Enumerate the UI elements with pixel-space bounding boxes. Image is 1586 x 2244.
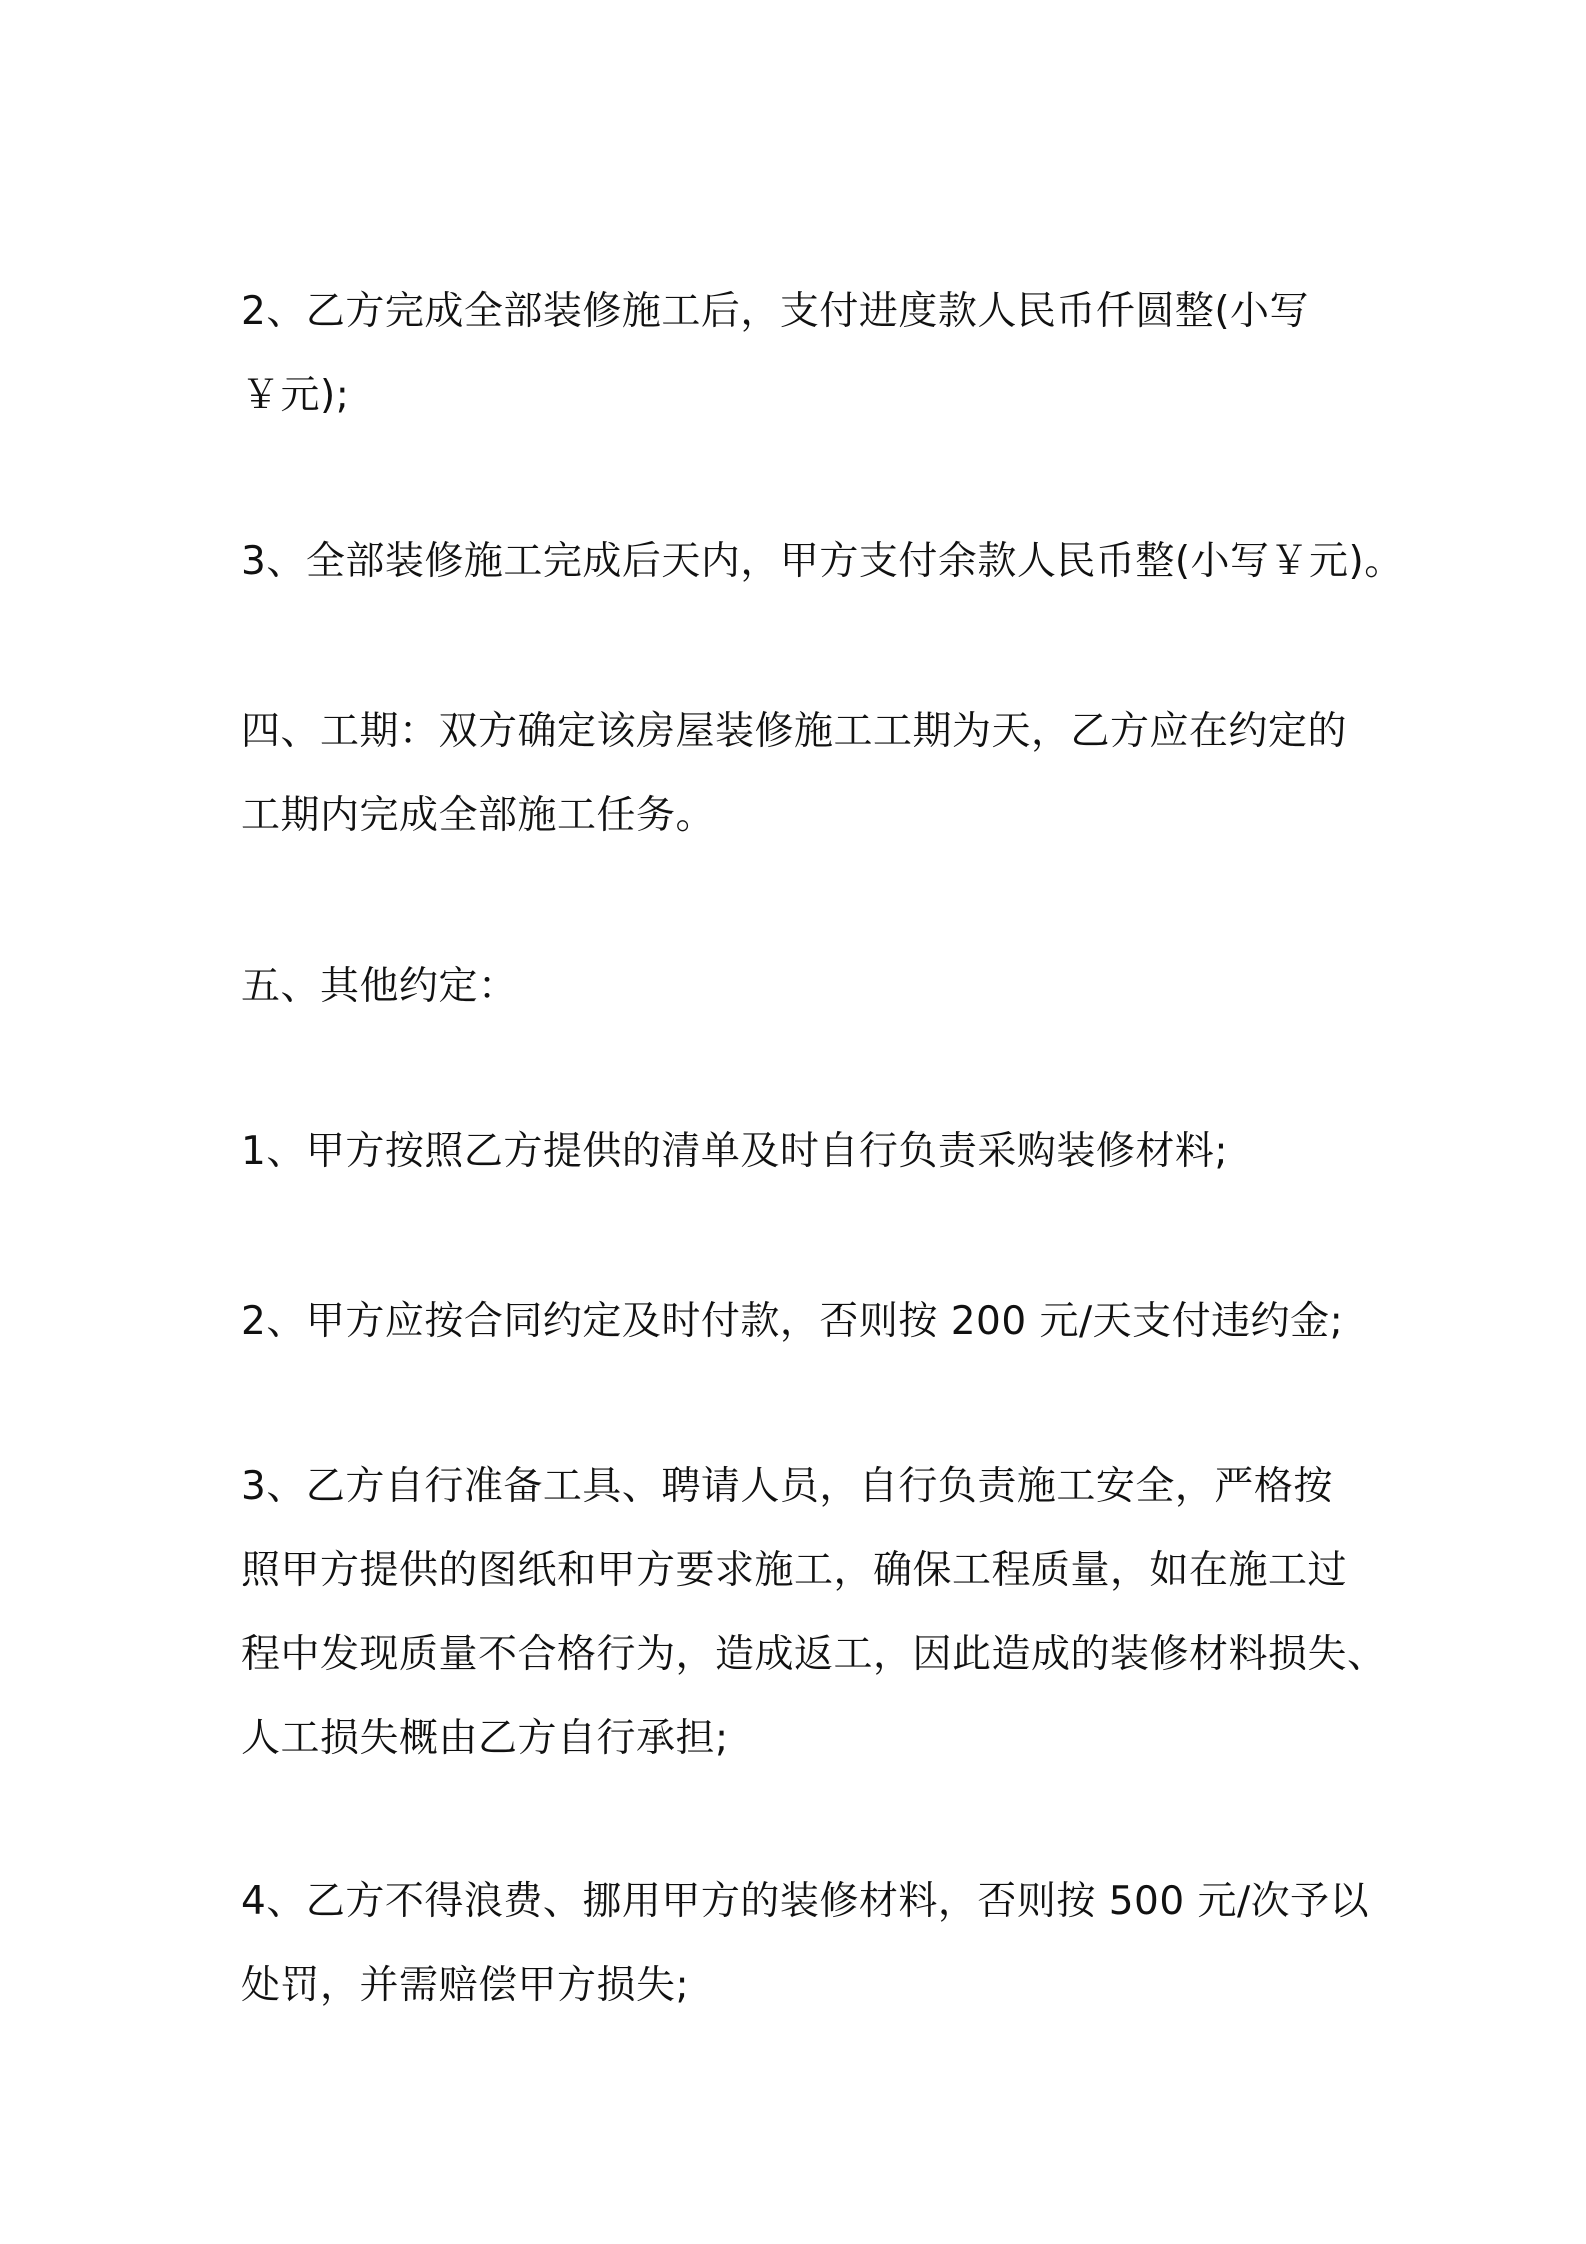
text-line: 工期内完成全部施工任务。 [241,793,716,838]
text-line: 3、乙方自行准备工具、聘请人员，自行负责施工安全，严格按 [241,1464,1333,1509]
text-line: ￥元); [241,373,350,418]
text-line: 处罚，并需赔偿甲方损失; [241,1963,690,2008]
text-line: 程中发现质量不合格行为，造成返工，因此造成的装修材料损失、 [241,1632,1387,1677]
text-line: 2、甲方应按合同约定及时付款，否则按 200 元/天支付违约金; [241,1299,1344,1344]
text-line: 4、乙方不得浪费、挪用甲方的装修材料，否则按 500 元/次予以 [241,1879,1370,1924]
clause-material-purchase [241,1110,1361,1194]
clause-payment-penalty [241,1280,1361,1364]
text-line: 1、甲方按照乙方提供的清单及时自行负责采购装修材料; [241,1129,1228,1174]
clause-payment-progress [241,270,1361,438]
text-line: 五、其他约定： [241,964,518,1009]
text-line: 2、乙方完成全部装修施工后，支付进度款人民币仟圆整(小写 [241,289,1310,334]
text-line: 四、工期：双方确定该房屋装修施工工期为天，乙方应在约定的 [241,709,1348,754]
text-line: 3、全部装修施工完成后天内，甲方支付余款人民币整(小写￥元)。 [241,539,1404,584]
clause-material-misuse-penalty [241,1860,1370,2028]
text-line: 照甲方提供的图纸和甲方要求施工，确保工程质量，如在施工过 [241,1548,1348,1593]
text-line: 人工损失概由乙方自行承担; [241,1716,729,1761]
clause-contractor-responsibility [241,1445,1387,1781]
clause-payment-balance [241,520,1404,604]
section-heading-other-terms [241,945,1361,1029]
section-construction-period [241,690,1361,858]
